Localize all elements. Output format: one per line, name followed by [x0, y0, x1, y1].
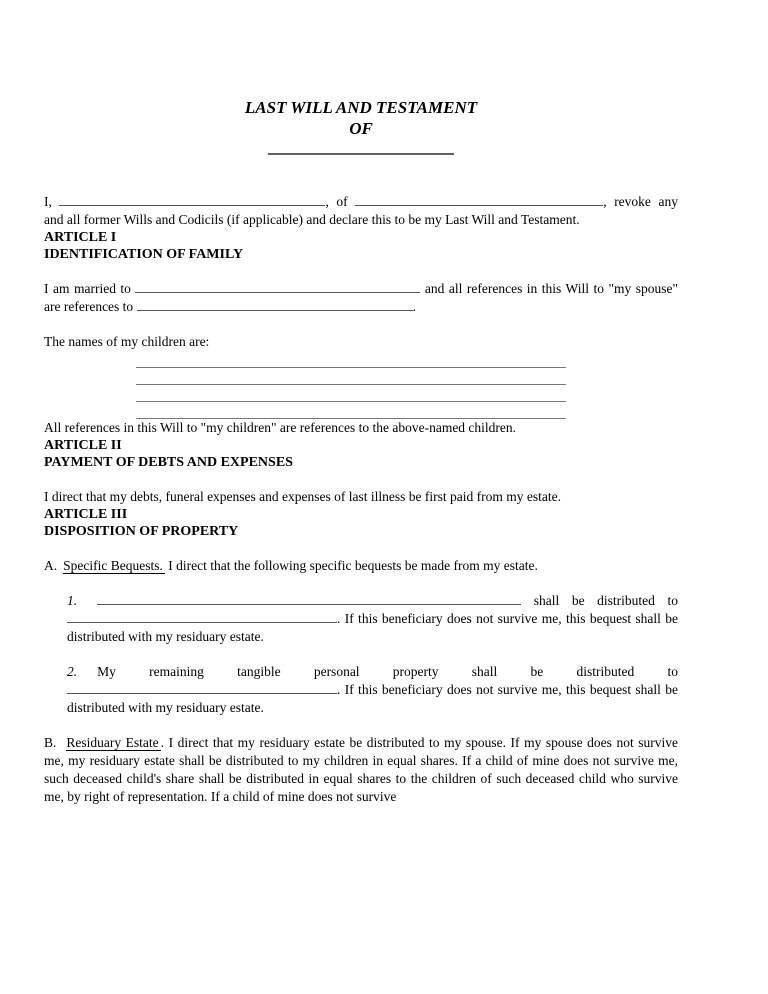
revocation-text-mid: , of — [325, 194, 356, 209]
child-name-blank-4 — [136, 402, 566, 419]
marriage-text-pre: I am married to — [44, 281, 136, 296]
bequest-1-text-post: . If this beneficiary does not survive me, this bequest shall be distributed with my residuary estate. — [67, 611, 678, 644]
document-title-line2: OF — [349, 119, 373, 138]
section-b-label: B. — [44, 735, 57, 750]
article-1-number: ARTICLE I — [44, 230, 117, 245]
bequest-item-1 — [67, 592, 678, 646]
testator-residence-blank — [355, 193, 603, 206]
testator-name-blank — [59, 193, 325, 206]
section-b-text: . I direct that my residuary estate be distributed to my spouse. If my spouse does not survive me, my residuary estate shall be distributed to my children in equal shares. If a child of mine does not survive me, such deceased child's share shall be distributed in equal shares to the children of such deceased child who survive me, by right of representation. If a child of mine does not survive — [44, 735, 678, 804]
revocation-text-post: , revoke any and all former Wills and Codicils (if applicable) and declare this to be my Last Will and Testament. — [44, 194, 678, 227]
section-a-intro: I direct that the following specific bequests be made from my estate. — [164, 558, 538, 573]
section-a-specific-bequests — [44, 557, 678, 575]
bequest-item-2 — [67, 663, 678, 717]
child-name-blank-1 — [136, 351, 566, 368]
bequest-2-text-post: . If this beneficiary does not survive me, this bequest shall be distributed with my residuary estate. — [67, 682, 678, 715]
article-2-title: PAYMENT OF DEBTS AND EXPENSES — [44, 455, 293, 470]
article-2-heading — [44, 437, 678, 471]
children-intro: The names of my children are: — [44, 334, 210, 349]
section-a-label: A. — [44, 558, 58, 573]
bequest-1-beneficiary-blank — [67, 610, 337, 623]
article-1-title: IDENTIFICATION OF FAMILY — [44, 247, 244, 262]
child-name-blank-2 — [136, 368, 566, 385]
section-b-title: Residuary Estate — [66, 735, 159, 750]
children-note: All references in this Will to "my children" are references to the above-named children. — [44, 420, 517, 435]
marriage-text-post: . — [412, 299, 416, 314]
bequest-1-property-blank — [97, 592, 521, 605]
bequest-item-1-number: 1. — [67, 593, 78, 608]
document-title-line1: LAST WILL AND TESTAMENT — [244, 98, 478, 117]
section-b-residuary-estate — [44, 734, 678, 806]
bequest-2-text-pre: My remaining tangible personal property shall be distributed to — [97, 664, 678, 679]
article-3-title: DISPOSITION OF PROPERTY — [44, 524, 239, 539]
debts-clause: I direct that my debts, funeral expenses and expenses of last illness be first paid from my estate. — [44, 489, 561, 504]
section-a-title: Specific Bequests. — [63, 558, 163, 573]
bequest-item-2-number: 2. — [67, 664, 78, 679]
marriage-text-mid: and all references in this Will to "my spouse" are references to — [44, 281, 678, 314]
article-3-number: ARTICLE III — [44, 507, 128, 522]
revocation-text-pre: I, — [44, 194, 60, 209]
document-header — [44, 97, 678, 155]
article-2-number: ARTICLE II — [44, 438, 122, 453]
testator-name-heading-blank — [268, 139, 454, 155]
spouse-name-blank — [135, 280, 420, 293]
bequest-2-beneficiary-blank — [67, 681, 337, 694]
spouse-reference-blank — [137, 298, 413, 311]
marriage-clause — [44, 280, 678, 316]
article-3-heading — [44, 506, 678, 540]
child-name-blank-3 — [136, 385, 566, 402]
bequest-1-text-mid: shall be distributed to — [521, 593, 678, 608]
article-1-heading — [44, 229, 678, 263]
revocation-clause — [44, 193, 678, 229]
